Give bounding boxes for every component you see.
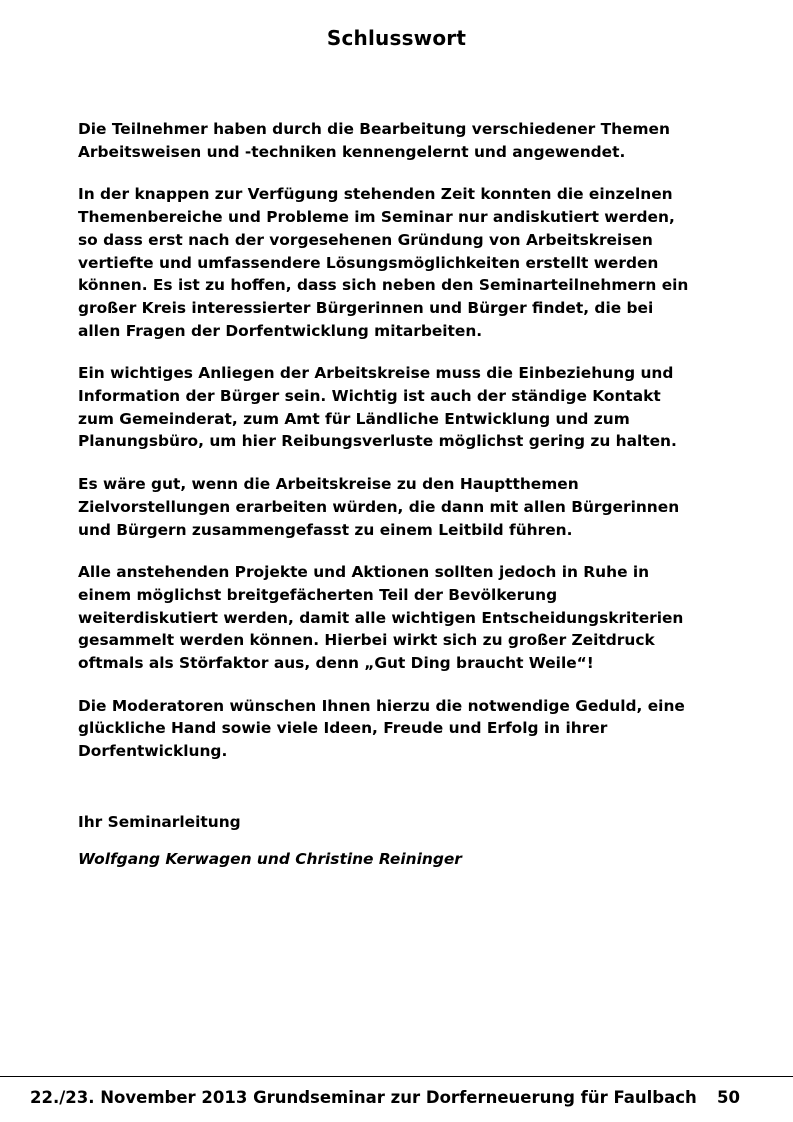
signatories: Wolfgang Kerwagen und Christine Reininger xyxy=(78,849,462,868)
footer-text: 22./23. November 2013 Grundseminar zur Dorferneuerung für Faulbach xyxy=(30,1088,697,1107)
footer-divider xyxy=(0,1076,793,1077)
page-footer xyxy=(30,1088,740,1107)
closing-block xyxy=(78,811,690,870)
paragraph-wishes: Die Moderatoren wünschen Ihnen hierzu die notwendige Geduld, eine glückliche Hand sowie viele Ideen, Freude und Erfolg in ihrer Dorfentwicklung. xyxy=(78,696,685,761)
paragraph-citizen-involvement: Ein wichtiges Anliegen der Arbeitskreise muss die Einbeziehung und Information der Bürger sein. Wichtig ist auch der ständige Kontakt zum Gemeinderat, zum Amt für Ländliche Entwicklung und zum Planungsbüro, um hier Reibungsverluste möglichst gering zu halten. xyxy=(78,364,677,451)
paragraph-projects: Alle anstehenden Projekte und Aktionen sollten jedoch in Ruhe in einem möglichst breitgefächerten Teil der Bevölkerung weiterdiskutiert werden, damit alle wichtigen Entscheidungskriterien gesammelt werden können. Hierbei wirkt sich zu großer Zeitdruck oftmals als Störfaktor aus, denn „Gut Ding braucht Weile“! xyxy=(78,563,684,673)
signoff: Ihr Seminarleitung xyxy=(78,812,241,831)
page-title: Schlusswort xyxy=(326,26,467,50)
paragraph-working-groups: In der knappen zur Verfügung stehenden Zeit konnten die einzelnen Themenbereiche und Probleme im Seminar nur andiskutiert werden, so dass erst nach der vorgesehenen Gründung von Arbeitskreisen vertiefte und umfassendere Lösungsmöglichkeiten erstellt werden können. Es ist zu hoffen, dass sich neben den Seminarteilnehmern ein großer Kreis interessierter Bürgerinnen und Bürger findet, die bei allen Fragen der Dorfentwicklung mitarbeiten. xyxy=(78,185,689,340)
page-number: 50 xyxy=(717,1088,740,1107)
paragraph-mission-statement: Es wäre gut, wenn die Arbeitskreise zu den Hauptthemen Zielvorstellungen erarbeiten würden, die dann mit allen Bürgerinnen und Bürgern zusammengefasst zu einem Leitbild führen. xyxy=(78,475,680,539)
document-body xyxy=(78,118,690,870)
paragraph-intro: Die Teilnehmer haben durch die Bearbeitung verschiedener Themen Arbeitsweisen und -techniken kennengelernt und angewendet. xyxy=(78,120,670,161)
